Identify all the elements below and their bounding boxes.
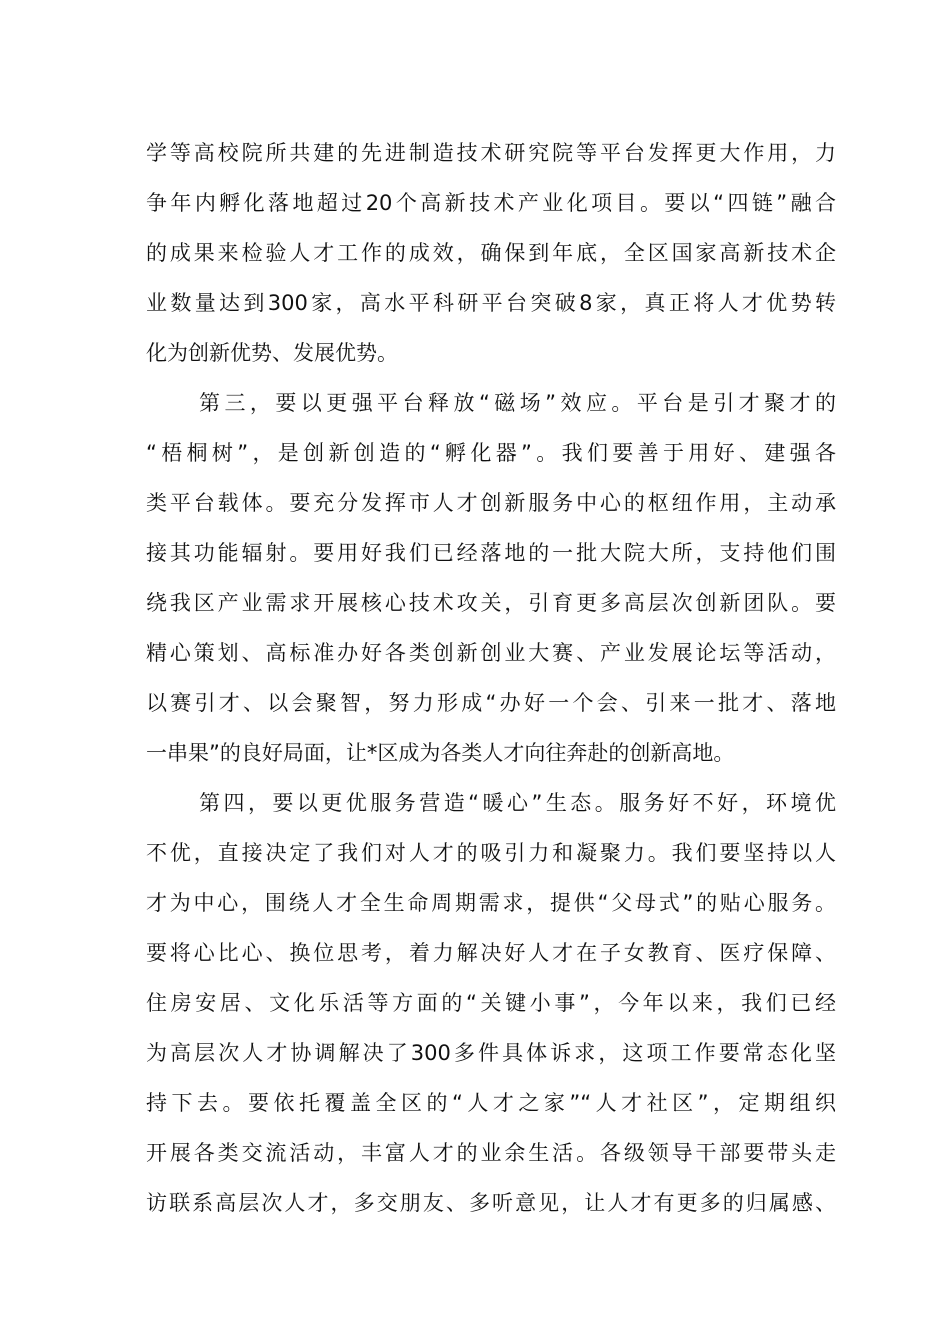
text-line: 业数量达到300家，高水平科研平台突破8家，真正将人才优势转: [146, 291, 836, 315]
text-line: 要将心比心、换位思考，着力解决好人才在子女教育、医疗保障、: [146, 941, 836, 965]
paragraph-first-line: 第三，要以更强平台释放“磁场”效应。平台是引才聚才的: [199, 391, 836, 415]
text-line: 一串果”的良好局面，让*区成为各类人才向往奔赴的创新高地。: [146, 741, 735, 765]
text-line: 接其功能辐射。要用好我们已经落地的一批大院大所，支持他们围: [146, 541, 836, 565]
text-line: 住房安居、文化乐活等方面的“关键小事”，今年以来，我们已经: [146, 991, 836, 1015]
text-line: 持下去。要依托覆盖全区的“人才之家”“人才社区”，定期组织: [146, 1091, 836, 1115]
text-line: 精心策划、高标准办好各类创新创业大赛、产业发展论坛等活动，: [146, 641, 836, 665]
paragraph-first-line: 第四，要以更优服务营造“暖心”生态。服务好不好，环境优: [199, 791, 836, 815]
text-line: 开展各类交流活动，丰富人才的业余生活。各级领导干部要带头走: [146, 1141, 836, 1165]
text-line: “梧桐树”，是创新创造的“孵化器”。我们要善于用好、建强各: [146, 441, 836, 465]
text-line: 学等高校院所共建的先进制造技术研究院等平台发挥更大作用，力: [146, 141, 836, 165]
text-line: 的成果来检验人才工作的成效，确保到年底，全区国家高新技术企: [146, 241, 836, 265]
text-line: 以赛引才、以会聚智，努力形成“办好一个会、引来一批才、落地: [146, 691, 836, 715]
text-line: 不优，直接决定了我们对人才的吸引力和凝聚力。我们要坚持以人: [146, 841, 836, 865]
text-line: 绕我区产业需求开展核心技术攻关，引育更多高层次创新团队。要: [146, 591, 836, 615]
text-line: 为高层次人才协调解决了300多件具体诉求，这项工作要常态化坚: [146, 1041, 836, 1065]
text-line: 化为创新优势、发展优势。: [146, 341, 398, 365]
text-line: 访联系高层次人才，多交朋友、多听意见，让人才有更多的归属感、: [146, 1191, 836, 1215]
text-line: 类平台载体。要充分发挥市人才创新服务中心的枢纽作用，主动承: [146, 491, 836, 515]
text-line: 争年内孵化落地超过20个高新技术产业化项目。要以“四链”融合: [146, 191, 836, 215]
text-line: 才为中心，围绕人才全生命周期需求，提供“父母式”的贴心服务。: [146, 891, 836, 915]
